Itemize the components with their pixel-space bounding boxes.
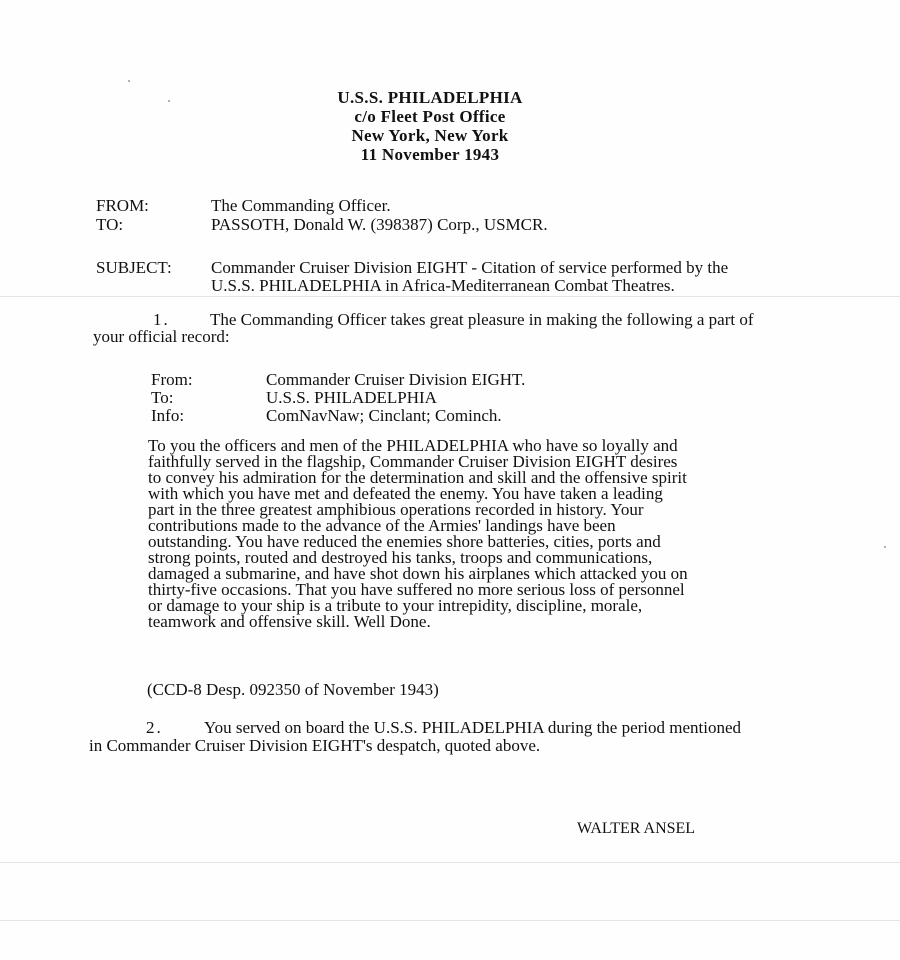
letterhead — [250, 88, 610, 164]
citation-line: with which you have met and defeated the enemy. You have taken a leading — [148, 484, 663, 503]
citation-line: part in the three greatest amphibious operations recorded in history. Your — [148, 500, 644, 519]
citation-line: teamwork and offensive skill. Well Done. — [148, 612, 431, 631]
paragraph-1-number: 1. — [153, 310, 170, 329]
post-office-line: c/o Fleet Post Office — [354, 107, 506, 126]
to-label: TO: — [96, 215, 124, 234]
from-label: FROM: — [96, 196, 149, 215]
dispatch-to-value: U.S.S. PHILADELPHIA — [266, 388, 437, 407]
paragraph-2-line-1: You served on board the U.S.S. PHILADELPHIA during the period mentioned — [204, 718, 742, 737]
paragraph-1 — [93, 310, 754, 346]
scan-line — [0, 296, 900, 297]
citation-line: outstanding. You have reduced the enemies shore batteries, cities, ports and — [148, 532, 661, 551]
dispatch-info-value: ComNavNaw; Cinclant; Cominch. — [266, 406, 502, 425]
citation-line: strong points, routed and destroyed his tanks, troops and communications, — [148, 548, 653, 567]
ship-name: U.S.S. PHILADELPHIA — [337, 88, 523, 107]
citation-line: or damage to your ship is a tribute to your intrepidity, discipline, morale, — [148, 596, 643, 615]
paragraph-1-line-2: your official record: — [93, 327, 230, 346]
scan-line — [0, 862, 900, 863]
paragraph-2 — [89, 718, 742, 755]
city-line: New York, New York — [351, 126, 509, 145]
from-value: The Commanding Officer. — [211, 196, 391, 215]
dispatch-info-label: Info: — [151, 406, 185, 425]
letter-date: 11 November 1943 — [360, 145, 500, 164]
dispatch-from-label: From: — [151, 370, 193, 389]
scan-speck — [168, 100, 170, 102]
signature-name: WALTER ANSEL — [577, 820, 696, 837]
citation-line: damaged a submarine, and have shot down his airplanes which attacked you on — [148, 564, 688, 583]
paragraph-2-line-2: in Commander Cruiser Division EIGHT's despatch, quoted above. — [89, 736, 541, 755]
paragraph-1-line-1: The Commanding Officer takes great pleasure in making the following a part of — [210, 310, 754, 329]
citation-line: To you the officers and men of the PHILADELPHIA who have so loyally and — [148, 436, 678, 455]
citation-line: faithfully served in the flagship, Commander Cruiser Division EIGHT desires — [148, 452, 678, 471]
citation-text — [148, 438, 768, 630]
dispatch-to-label: To: — [151, 388, 174, 407]
subject-label: SUBJECT: — [96, 258, 172, 277]
paragraph-2-number: 2. — [146, 718, 163, 737]
citation-line: thirty-five occasions. That you have suffered no more serious loss of personnel — [148, 580, 685, 599]
dispatch-from-value: Commander Cruiser Division EIGHT. — [266, 370, 526, 389]
to-value: PASSOTH, Donald W. (398387) Corp., USMCR. — [211, 215, 548, 234]
despatch-reference: (CCD-8 Desp. 092350 of November 1943) — [147, 680, 439, 699]
scan-speck — [128, 80, 130, 82]
scan-line — [0, 920, 900, 921]
subject-line-2: U.S.S. PHILADELPHIA in Africa-Mediterranean Combat Theatres. — [211, 276, 675, 295]
citation-line: to convey his admiration for the determination and skill and the offensive spirit — [148, 468, 687, 487]
citation-line: contributions made to the advance of the Armies' landings have been — [148, 516, 616, 535]
subject-line-1: Commander Cruiser Division EIGHT - Citation of service performed by the — [211, 258, 729, 277]
scan-speck — [884, 546, 886, 548]
